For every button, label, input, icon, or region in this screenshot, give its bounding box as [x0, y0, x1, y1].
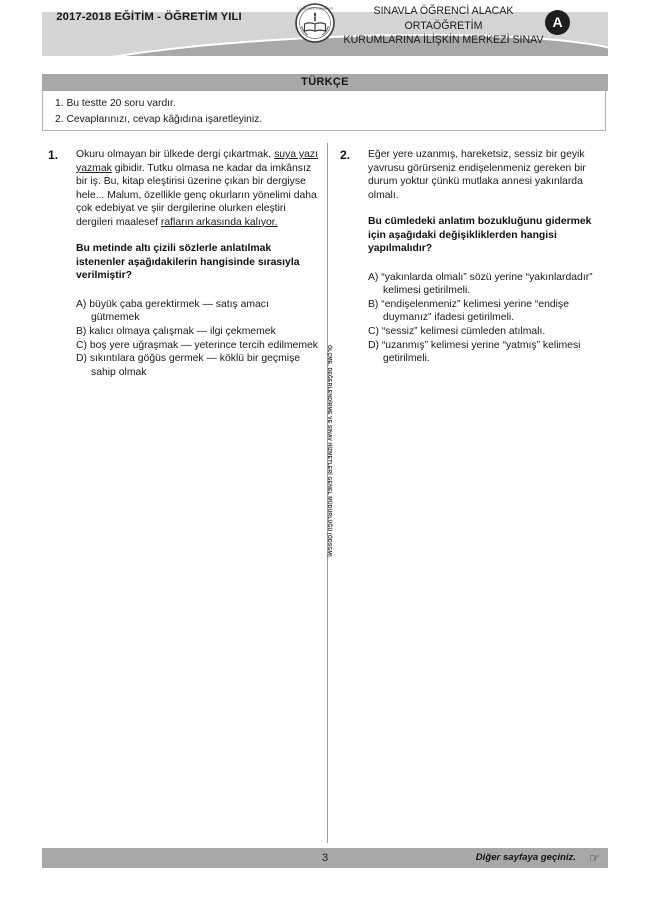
option-c[interactable]: C) “sessiz” kelimesi cümleden atılmalı.	[368, 326, 546, 338]
page-number: 3	[321, 852, 329, 864]
exam-year-label: 2017-2018 EĞİTİM - ÖĞRETİM YILI	[56, 11, 242, 23]
svg-text:T.C. MİLLÎ EĞİTİM BAKANLIĞI: T.C. MİLLÎ EĞİTİM BAKANLIĞI	[297, 7, 333, 11]
option-d[interactable]: D) “uzanmış” kelimesi yerine “yatmış” kelimesi getirilmeli.	[368, 339, 581, 365]
question-column-left	[48, 148, 318, 379]
department-credit-vertical: ÖLÇME, DEĞERLENDİRME VE SINAV HİZMETLERİ GENEL MÜDÜRLÜĞÜ (ÖDSGM)	[326, 345, 332, 557]
instruction-item: 2. Cevaplarınızı, cevap kâğıdına işaretleyiniz.	[55, 114, 263, 125]
question-options	[368, 271, 610, 366]
exam-title-line1: SINAVLA ÖĞRENCİ ALACAK ORTAÖĞRETİM	[373, 5, 514, 32]
question-1	[48, 148, 318, 379]
option-c[interactable]: C) boş yere uğraşmak — yeterince tercih edilmemek	[76, 339, 318, 351]
question-passage: Eğer yere uzanmış, hareketsiz, sessiz bir geyik yavrusu görürseniz endişelenmeniz gereken bir durum yoktur çünkü mutlaka annesi yakınlarda olmalı.	[368, 149, 586, 201]
next-page-note: Diğer sayfaya geçiniz.	[475, 852, 576, 863]
question-stem: Bu cümledeki anlatım bozukluğunu gidermek için aşağıdaki değişikliklerden hangisi yapılmalıdır?	[368, 216, 592, 255]
question-body	[76, 148, 318, 379]
question-number: 1.	[48, 148, 59, 162]
option-a[interactable]: A) “yakınlarda olmalı” sözü yerine “yakınlardadır” kelimesi getirilmeli.	[368, 271, 593, 297]
page-footer	[42, 848, 608, 868]
question-stem: Bu metinde altı çizili sözlerle anlatılmak istenenler aşağıdakilerin hangisinde sırasıyla verilmiştir?	[76, 243, 300, 282]
option-d[interactable]: D) sıkıntılara göğüs germek — köklü bir geçmişe sahip olmak	[76, 353, 301, 378]
question-number: 2.	[340, 148, 351, 162]
instruction-item: 1. Bu testte 20 soru vardır.	[55, 98, 176, 109]
option-a[interactable]: A) büyük çaba gerektirmek — satış amacı gütmemek	[76, 298, 269, 324]
question-column-right	[340, 148, 610, 366]
booklet-type-badge: A	[545, 10, 570, 35]
question-options	[76, 298, 318, 379]
option-b[interactable]: B) kalıcı olmaya çalışmak — ilgi çekmemek	[76, 326, 276, 338]
pointing-hand-icon: ☞	[589, 851, 600, 865]
question-2	[340, 148, 610, 366]
meb-emblem-icon	[295, 3, 335, 43]
header-bottom-mask	[42, 56, 608, 70]
question-body	[368, 148, 610, 366]
exam-title-line2: KURUMLARINA İLİŞKİN MERKEZİ SINAV	[343, 34, 544, 46]
question-passage: Okuru olmayan bir ülkede dergi çıkartmak, suya yazı yazmak gibidir. Tutku olmasa ne kadar da imkânsız bir iş. Bu, kitap eleştirisi üzerine çıkan bir dergiyse hele... Malum, özellikle genç okurların yönelimi daha çok edebiyat ve şiir dergilerine olurken eleştiri dergileri maalesef rafların arkasında kalıyor.	[76, 149, 318, 228]
exam-title	[342, 4, 545, 48]
option-b[interactable]: B) “endişelenmeniz” kelimesi yerine “endişe duymanız” ifadesi getirilmeli.	[368, 298, 569, 324]
subject-bar: TÜRKÇE	[42, 74, 608, 91]
instructions-box	[42, 91, 606, 131]
